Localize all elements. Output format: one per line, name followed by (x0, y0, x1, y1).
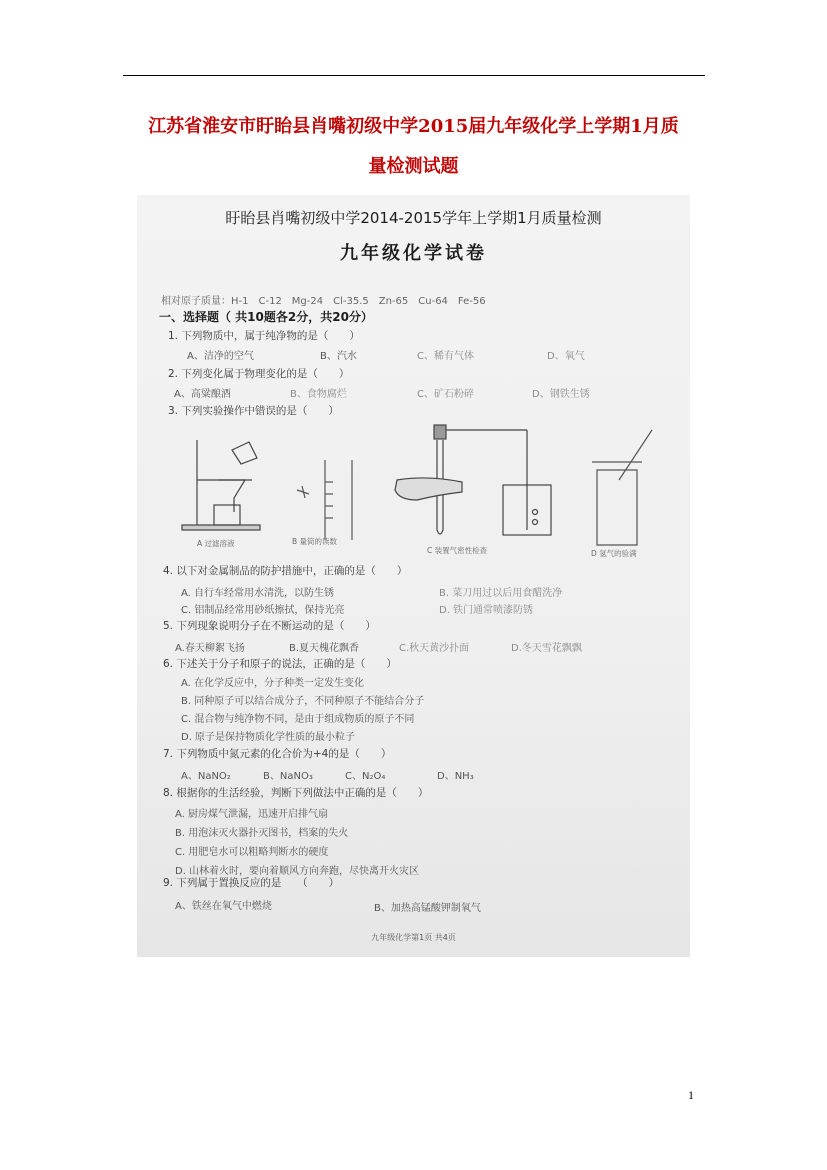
question-8-option-b: B. 用泡沫灭火器扑灭图书，档案的失火 (175, 828, 349, 839)
question-4-option-d: D. 铁门通常喷漆防锈 (439, 605, 534, 616)
scanned-exam-page (137, 195, 690, 957)
question-4-option-a: A. 自行车经常用水清洗，以防生锈 (181, 588, 335, 599)
question-7-option-d: D、NH₃ (437, 771, 474, 782)
question-8-option-d: D. 山林着火时，要向着顺风方向奔跑，尽快离开火灾区 (175, 866, 420, 877)
exam-title: 盱眙县肖嘴初级中学2014-2015学年上学期1月质量检测 (225, 209, 602, 227)
graduated-cylinder-icon (297, 460, 352, 540)
question-2-option-c: C、矿石粉碎 (417, 389, 474, 400)
figure-caption-b: B 量筒的读数 (292, 537, 338, 546)
figure-caption-a: A 过滤溶液 (197, 539, 235, 548)
document-title-line-1: 江苏省淮安市盱眙县肖嘴初级中学2015届九年级化学上学期1月质 (148, 116, 679, 137)
airtightness-check-icon (395, 425, 551, 535)
question-9-stem: 9. 下列属于置换反应的是 （ ） (163, 877, 340, 889)
question-5-option-b: B.夏天槐花飘香 (289, 643, 360, 654)
figure-caption-d: D 氢气的验满 (591, 549, 637, 558)
question-7-stem: 7. 下列物质中氮元素的化合价为+4的是（ ） (163, 748, 392, 760)
document-title-line-2: 量检测试题 (368, 156, 459, 177)
question-1-stem: 1. 下列物质中，属于纯净物的是（ ） (168, 330, 360, 342)
question-6-option-a: A. 在化学反应中，分子种类一定发生变化 (181, 678, 365, 689)
question-2-stem: 2. 下列变化属于物理变化的是（ ） (168, 368, 350, 380)
question-6-option-b: B. 同种原子可以结合成分子，不同种原子不能结合分子 (181, 696, 425, 707)
question-8-stem: 8. 根据你的生活经验，判断下列做法中正确的是（ ） (163, 787, 429, 799)
question-4-stem: 4. 以下对金属制品的防护措施中，正确的是（ ） (163, 565, 408, 577)
question-1-option-d: D、氧气 (547, 351, 585, 362)
gas-bottle-icon (592, 430, 652, 545)
question-8-option-c: C. 用肥皂水可以粗略判断水的硬度 (175, 847, 329, 858)
question-5-stem: 5. 下列现象说明分子在不断运动的是（ ） (163, 620, 376, 632)
question-1-option-b: B、汽水 (320, 351, 357, 362)
filtration-apparatus-icon (182, 440, 260, 530)
question-1-option-c: C、稀有气体 (417, 351, 474, 362)
exam-subtitle: 九年级化学试卷 (340, 243, 487, 264)
question-2-option-b: B、食物腐烂 (290, 389, 347, 400)
question-6-option-c: C. 混合物与纯净物不同，是由于组成物质的原子不同 (181, 714, 415, 725)
atomic-masses: 相对原子质量：H-1 C-12 Mg-24 Cl-35.5 Zn-65 Cu-64 Fe-56 (161, 296, 486, 307)
question-5-option-d: D.冬天雪花飘飘 (511, 643, 582, 654)
question-7-option-a: A、NaNO₂ (181, 771, 231, 782)
top-rule (123, 75, 705, 76)
question-7-option-b: B、NaNO₃ (263, 771, 313, 782)
section-heading: 一、选择题（ 共10题各2分，共20分） (159, 310, 373, 324)
scan-footer: 九年级化学第1页 共4页 (371, 933, 456, 942)
question-1-option-a: A、洁净的空气 (187, 351, 254, 362)
question-4-option-c: C. 铝制品经常用砂纸擦拭，保持光亮 (181, 605, 345, 616)
question-6-stem: 6. 下述关于分子和原子的说法，正确的是（ ） (163, 658, 397, 670)
page-number: 1 (688, 1088, 694, 1102)
question-7-option-c: C、N₂O₄ (345, 771, 386, 782)
question-2-option-a: A、高粱酿酒 (174, 389, 231, 400)
question-9-option-a: A、铁丝在氧气中燃烧 (175, 901, 272, 912)
question-3-stem: 3. 下列实验操作中错误的是（ ） (168, 405, 339, 417)
question-8-option-a: A. 厨房煤气泄漏，迅速开启排气扇 (175, 809, 329, 820)
question-5-option-c: C.秋天黄沙扑面 (399, 643, 470, 654)
question-5-option-a: A.春天柳絮飞扬 (175, 643, 245, 654)
question-6-option-d: D. 原子是保持物质化学性质的最小粒子 (181, 732, 356, 743)
question-9-option-b: B、加热高锰酸钾制氧气 (374, 903, 481, 914)
question-2-option-d: D、钢铁生锈 (532, 389, 590, 400)
question-4-option-b: B. 菜刀用过以后用食醋洗净 (439, 588, 563, 599)
figure-caption-c: C 装置气密性检查 (427, 546, 488, 555)
